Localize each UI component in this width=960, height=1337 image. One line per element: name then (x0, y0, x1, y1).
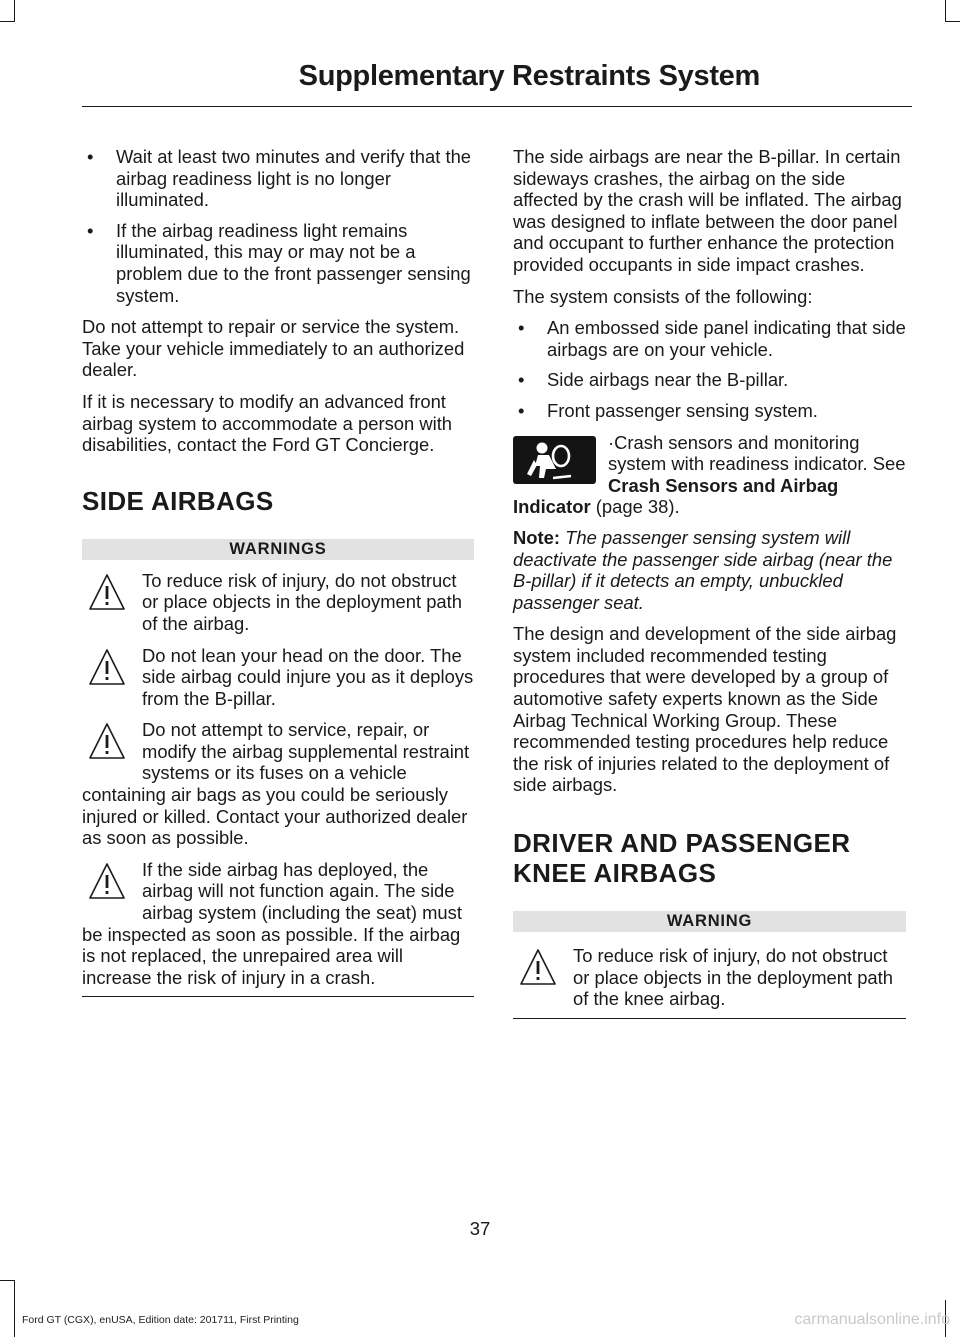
warning-item (82, 719, 474, 849)
watermark: carmanualsonline.info (794, 1311, 950, 1328)
warning-triangle-icon (88, 573, 126, 613)
section-heading-knee-airbags: DRIVER AND PASSENGER (513, 828, 851, 859)
paragraph: The system consists of the following: (513, 285, 813, 307)
list-item (513, 369, 906, 391)
bullet-text: If the airbag readiness light remains illuminated, this may or may not be a problem due to the front passenger sensing system. (116, 219, 471, 306)
warning-triangle-icon (88, 648, 126, 688)
warning-item (513, 945, 906, 1010)
bullet-text: Wait at least two minutes and verify that the airbag readiness light is no longer illuminated. (116, 146, 472, 211)
paragraph: The side airbags are near the B-pillar. In certain sideways crashes, the airbag on the side affected by the crash will be inflated. The airbag was designed to inflate between the door panel and occupant to further enhance the protection provided occupants in side impact crashes. (513, 146, 902, 275)
section-heading-knee-airbags-line2: KNEE AIRBAGS (513, 858, 717, 889)
warning-end-rule (513, 1018, 906, 1019)
paragraph: If it is necessary to modify an advanced front airbag system to accommodate a person with disabilities, contact the Ford GT Concierge. (82, 390, 453, 456)
warning-text: Do not lean your head on the door. The side airbag could injure you as it deploys from the B-pillar. (142, 644, 474, 709)
warning-triangle-icon (519, 948, 557, 988)
warnings-banner: WARNINGS (82, 539, 474, 560)
bullet-dot: • (87, 219, 94, 241)
icon-paragraph (513, 432, 906, 518)
bullet-dot: • (518, 399, 525, 421)
page-number: 37 (469, 1218, 491, 1239)
warning-item (82, 645, 474, 710)
warning-triangle-icon (88, 862, 126, 902)
list-item (513, 317, 906, 360)
warning-triangle-icon (88, 722, 126, 762)
crop-mark (945, 0, 946, 22)
icon-text: ·Crash sensors and monitoring system with readiness indicator. See (608, 431, 906, 475)
header-rule (82, 106, 912, 107)
section-heading-side-airbags: SIDE AIRBAGS (82, 485, 274, 516)
bullet-dot: • (87, 146, 94, 167)
warnings-end-rule (82, 996, 474, 997)
page-reference: (page 38). (590, 496, 680, 518)
crop-mark (0, 21, 14, 22)
list-item (82, 146, 474, 211)
warning-banner: WARNING (513, 911, 906, 932)
warning-item (82, 859, 474, 989)
bullet-dot: • (518, 369, 525, 391)
airbag-seated-person-icon (513, 436, 596, 484)
cross-reference-link[interactable]: Crash Sensors and Airbag Indicator (513, 474, 839, 518)
note-label: Note: (513, 526, 560, 548)
list-item (82, 220, 474, 306)
bullet-text: An embossed side panel indicating that side airbags are on your vehicle. (547, 317, 906, 360)
bullet-dot: • (518, 317, 525, 339)
warning-text: Do not attempt to service, repair, or modify the airbag supplemental restraint systems or its fuses on a vehicle containing air bags as you could be seriously injured or killed. Contact your authorized dealer as soon as possible. (82, 719, 470, 849)
crop-mark (14, 1280, 15, 1337)
note-text: The passenger sensing system will deactivate the passenger side airbag (near the B-pillar) if it detects an empty, unbuckled passenger seat. (513, 526, 893, 613)
warning-text: To reduce risk of injury, do not obstruct or place objects in the deployment path of the airbag. (142, 569, 462, 634)
paragraph: Do not attempt to repair or service the system. Take your vehicle immediately to an authorized dealer. (82, 316, 465, 381)
warning-text: To reduce risk of injury, do not obstruct or place objects in the deployment path of the knee airbag. (573, 945, 893, 1010)
warning-item (82, 570, 474, 635)
paragraph: The design and development of the side airbag system included recommended testing procedures that were developed by a group of automotive safety experts known as the Side Airbag Technical Working Group. These recommended testing procedures help reduce the risk of injuries related to the deployment of side airbags. (513, 623, 897, 796)
warning-text: If the side airbag has deployed, the airbag will not function again. The side airbag system (including the seat) must be inspected as soon as possible. If the airbag is not replaced, the unrepaired area will increase the risk of injury in a crash. (82, 858, 462, 988)
crop-mark (945, 21, 960, 22)
crop-mark (0, 1280, 14, 1281)
right-column (513, 146, 906, 1019)
list-item (513, 400, 906, 422)
page-title: Supplementary Restraints System (298, 60, 760, 92)
note-paragraph (513, 527, 906, 613)
crop-mark (14, 0, 15, 22)
edition-footer: Ford GT (CGX), enUSA, Edition date: 201711, First Printing (22, 1314, 299, 1326)
bullet-text: Side airbags near the B-pillar. (547, 369, 789, 391)
left-column (82, 146, 474, 997)
bullet-text: Front passenger sensing system. (547, 399, 818, 421)
